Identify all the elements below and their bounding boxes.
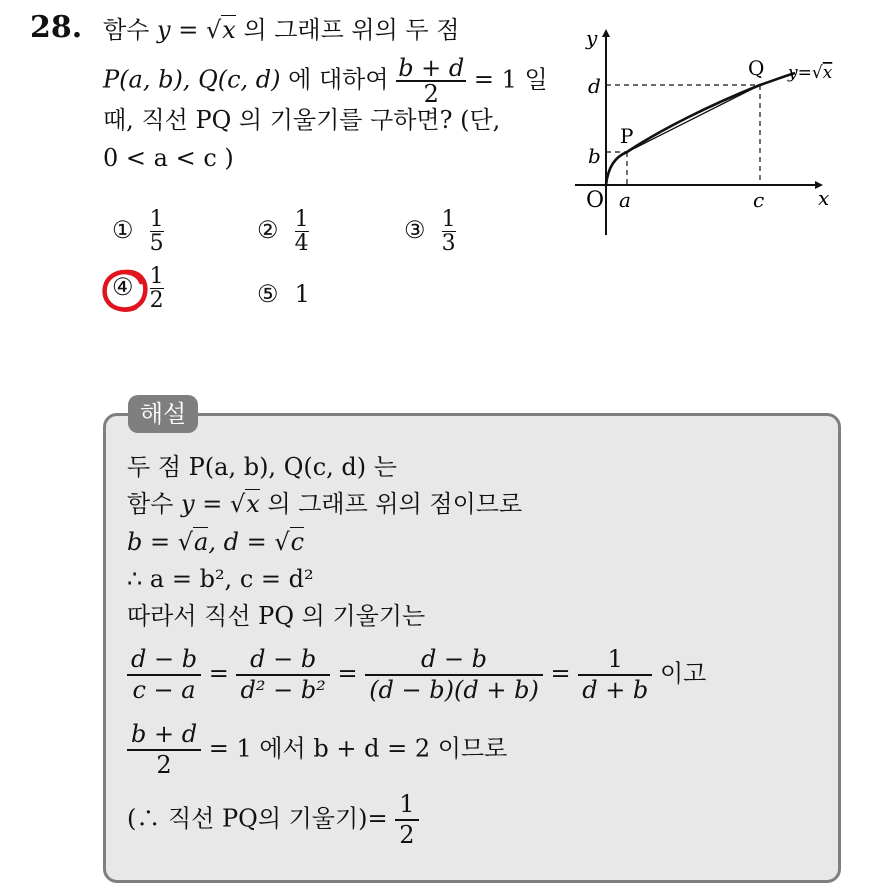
choice-value: 1 xyxy=(294,280,310,308)
chord-PQ xyxy=(627,85,760,152)
choice-1[interactable] xyxy=(112,208,164,255)
y-axis-arrow-icon xyxy=(602,29,610,37)
question-number: 28. xyxy=(30,10,83,45)
choice-fraction: $\frac{1}{3}$ xyxy=(441,207,456,257)
question-line-2 xyxy=(103,56,548,106)
origin-label: O xyxy=(586,188,605,213)
selected-answer-circle-icon xyxy=(98,265,152,317)
solution-equation-2: $\frac{b + d}{2}$ = 1 에서 b + d = 2 이므로 xyxy=(127,720,507,780)
question-text: = 1 일 xyxy=(473,65,548,94)
solution-line-1: 두 점 P(a, b), Q(c, d) 는 xyxy=(127,453,397,481)
solution-line-2: 함수 y = √x 의 그래프 위의 점이므로 xyxy=(127,490,523,518)
y-axis-label: y xyxy=(586,26,598,50)
point-P-label: P xyxy=(620,124,634,148)
choice-mark: ② xyxy=(257,216,279,245)
point-Q-label: Q xyxy=(748,56,765,80)
points-text: P(a, b), Q(c, d) xyxy=(103,65,281,94)
c-label: c xyxy=(753,188,765,212)
sqrt-curve xyxy=(606,73,795,185)
choice-mark: ③ xyxy=(404,216,426,245)
x-axis-label: x xyxy=(818,186,830,210)
choice-mark: ⑤ xyxy=(257,280,279,308)
sqrt-expression: √x xyxy=(229,490,260,518)
question-line-4: 0 < a < c ) xyxy=(103,144,234,172)
fraction-denominator: 2 xyxy=(396,80,466,106)
question-text: 의 그래프 위의 두 점 xyxy=(243,16,460,44)
question-text: 에 대하여 xyxy=(288,65,389,94)
solution-line-5: 따라서 직선 PQ 의 기울기는 xyxy=(127,602,426,630)
question-line-3: 때, 직선 PQ 의 기울기를 구하면? (단, xyxy=(103,106,501,134)
solution-line-3: b = √a, d = √c xyxy=(127,528,305,556)
choice-fraction: $\frac{1}{5}$ xyxy=(149,207,164,257)
solution-equation-1: $\frac{d - b}{c - a}$ = $\frac{d - b}{\text{d² − b²}}$ = $\frac{d - b}{(d - b)(d + b)}$ = $\frac{1}{d + b}$ 이고 xyxy=(127,645,706,705)
sqrt-expression: √x xyxy=(205,16,236,44)
choice-fraction: $\frac{1}{2}$ xyxy=(149,264,164,314)
question-line-1: 함수 y = √x 의 그래프 위의 두 점 xyxy=(103,16,460,44)
choice-mark: ④ xyxy=(112,273,134,302)
solution-line-4: ∴ a = b², c = d² xyxy=(127,565,314,593)
choice-mark: ① xyxy=(112,216,134,245)
a-label: a xyxy=(619,188,631,212)
choice-2[interactable] xyxy=(257,208,309,255)
choice-5[interactable] xyxy=(257,280,310,308)
curve-label: y=√x xyxy=(788,63,833,83)
d-label: d xyxy=(588,74,601,98)
function-var: y xyxy=(157,16,171,44)
solution-tab: 해설 xyxy=(128,395,198,433)
question-text: 함수 xyxy=(103,16,150,44)
choice-3[interactable] xyxy=(404,208,456,255)
solution-conclusion: (∴ 직선 PQ의 기울기)= $\frac{1}{2}$ xyxy=(127,790,419,850)
b-label: b xyxy=(588,144,601,168)
fraction-numerator: b + d xyxy=(398,54,465,82)
choice-fraction: $\frac{1}{4}$ xyxy=(294,207,309,257)
fraction xyxy=(396,56,466,106)
function-graph xyxy=(560,25,860,240)
